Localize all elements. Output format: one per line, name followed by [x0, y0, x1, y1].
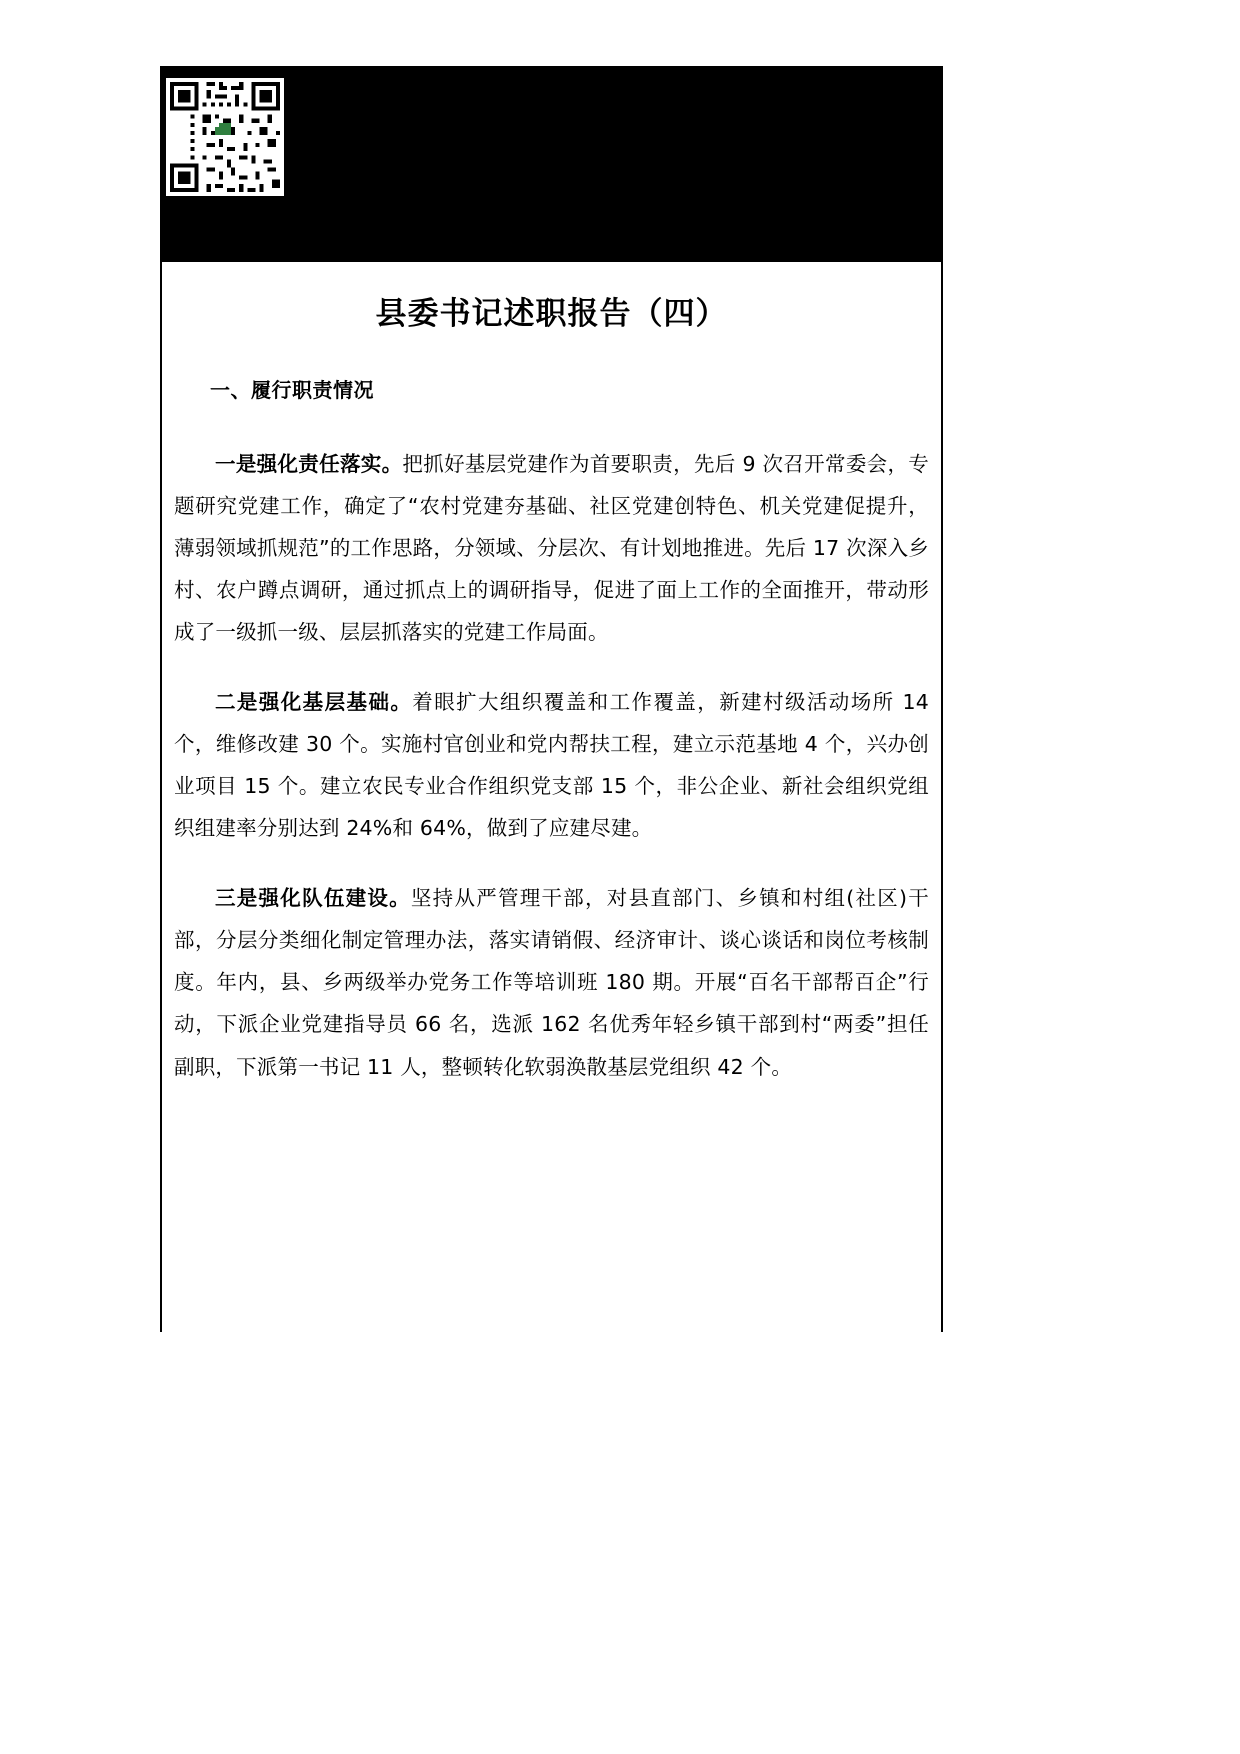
qr-code-svg: [166, 78, 284, 196]
paragraph-2-text: 着眼扩大组织覆盖和工作覆盖，新建村级活动场所 14 个，维修改建 30 个。实施村官创业和党内帮扶工程，建立示范基地 4 个，兴办创业项目 15 个。建立农民专业合作组织党支部 15 个，非公企业、新社会组织党组织组建率分别达到 24%和 64%，做到了应建尽建。: [174, 690, 929, 841]
paragraph-3: [174, 877, 929, 1087]
paragraph-2-lead: 二是强化基层基础。: [215, 690, 413, 715]
paragraph-3-lead: 三是强化队伍建设。: [215, 886, 411, 911]
paragraph-1-lead: 一是强化责任落实。: [215, 452, 403, 477]
paragraph-1-text: 把抓好基层党建作为首要职责，先后 9 次召开常委会，专题研究党建工作，确定了“农村党建夯基础、社区党建创特色、机关党建促提升，薄弱领域抓规范”的工作思路，分领域、分层次、有计划地推进。先后 17 次深入乡村、农户蹲点调研，通过抓点上的调研指导，促进了面上工作的全面推开，带动形成了一级抓一级、层层抓落实的党建工作局面。: [174, 452, 929, 645]
page-title: 县委书记述职报告（四）: [375, 296, 728, 332]
paragraph-2: [174, 681, 929, 849]
paragraph-1: [174, 443, 929, 653]
qr-code-image: [166, 78, 284, 196]
document-body: [160, 262, 943, 1332]
section-heading: 一、履行职责情况: [210, 378, 374, 403]
paragraph-3-text: 坚持从严管理干部，对县直部门、乡镇和村组(社区)干部，分层分类细化制定管理办法，落实请销假、经济审计、谈心谈话和岗位考核制度。年内，县、乡两级举办党务工作等培训班 180 期。开展“百名干部帮百企”行动，下派企业党建指导员 66 名，选派 162 名优秀年轻乡镇干部到村“两委”担任副职，下派第一书记 11 人，整顿转化软弱涣散基层党组织 42 个。: [174, 886, 929, 1079]
